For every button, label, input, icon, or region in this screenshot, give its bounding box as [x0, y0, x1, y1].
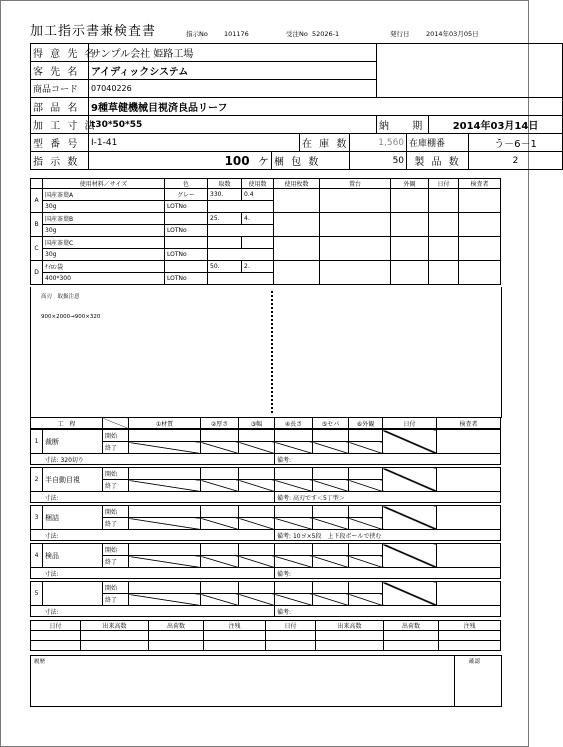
- inspector-header: 検査者: [459, 179, 501, 189]
- instruction-no: 101176: [224, 30, 249, 38]
- process-check-cell[interactable]: [313, 556, 349, 568]
- process-size-label: 寸法:: [44, 532, 59, 540]
- history-box: [30, 655, 502, 707]
- process-check-cell[interactable]: [129, 480, 201, 492]
- process-start-label: 開始: [103, 506, 129, 518]
- document-title: 加工指示書兼検査書: [30, 24, 157, 39]
- summary-date-header-1: 日付: [31, 621, 81, 631]
- process-check-cell[interactable]: [201, 518, 239, 530]
- process-inspector-header: 検査者: [437, 418, 501, 429]
- process-check-cell[interactable]: [275, 594, 313, 606]
- process-remark-label: 備考:: [277, 456, 292, 464]
- issue-date-label: 発行日: [390, 30, 410, 38]
- process-remark-label: 備考:: [277, 494, 292, 502]
- process-check-cell[interactable]: [239, 556, 275, 568]
- client-label: 客 先 名: [31, 62, 89, 80]
- process-name: 梱詰: [43, 506, 103, 530]
- order-no-label: 受注No: [286, 30, 308, 38]
- process-size-label: 寸法:: [44, 608, 59, 616]
- process-name: 半自動目視: [43, 468, 103, 492]
- material-a-size: 30g: [43, 201, 165, 213]
- qty-value: 100: [224, 153, 250, 168]
- process-row: [30, 429, 501, 465]
- summary-backorder-header-2: 注残: [439, 621, 501, 631]
- material-a-use: 0.4: [242, 189, 274, 201]
- info-blank-area: [377, 44, 563, 98]
- qty-label: 指 示 数: [31, 152, 89, 170]
- process-inspector-cell[interactable]: [437, 468, 501, 492]
- process-size-value: 320切り: [60, 456, 84, 464]
- process-check-cell[interactable]: [201, 442, 239, 454]
- process-check-cell[interactable]: [313, 594, 349, 606]
- material-d-take: 50.: [208, 261, 242, 273]
- material-a-name: 国産茶葉A: [43, 189, 165, 201]
- process-check-cell[interactable]: [349, 442, 383, 454]
- material-check-header: ①材質: [129, 418, 201, 429]
- material-b-size: 30g: [43, 225, 165, 237]
- process-remark-label: 備考:: [277, 608, 292, 616]
- process-check-cell[interactable]: [275, 556, 313, 568]
- process-check-cell[interactable]: [349, 556, 383, 568]
- dims-value: t30*50*55: [89, 116, 377, 134]
- take-header: 取数: [208, 179, 242, 189]
- process-no: 4: [31, 544, 43, 568]
- process-check-cell[interactable]: [239, 442, 275, 454]
- process-row: [30, 467, 501, 503]
- appearance-header: 外観: [391, 179, 429, 189]
- process-header: 工 程: [31, 418, 103, 429]
- process-row: [30, 543, 501, 579]
- process-inspector-cell[interactable]: [437, 430, 501, 454]
- material-c-name: 国産茶葉C: [43, 237, 165, 249]
- dims-label: 加 工 寸 法: [31, 116, 89, 134]
- process-check-cell[interactable]: [129, 594, 201, 606]
- model-label: 型 番 号: [31, 134, 89, 152]
- confirm-box: [454, 656, 501, 706]
- process-remark-label: 備考:: [277, 570, 292, 578]
- delivery-value: 2014年03月14日: [429, 116, 563, 134]
- process-start-label: 開始: [103, 468, 129, 480]
- process-row: [30, 581, 501, 617]
- summary-output-header-1: 出来高数: [81, 621, 149, 631]
- process-start-label: 開始: [103, 582, 129, 594]
- material-c-use: [242, 237, 274, 249]
- process-date-cell[interactable]: [383, 430, 437, 454]
- process-check-cell[interactable]: [129, 556, 201, 568]
- pack-value: 50: [350, 152, 407, 170]
- info-table: [30, 43, 563, 170]
- history-label: 履歴: [34, 659, 46, 665]
- width-header: ③幅: [239, 418, 275, 429]
- process-name: [43, 582, 103, 606]
- process-no: 2: [31, 468, 43, 492]
- place-header: 置台: [320, 179, 391, 189]
- summary-date-header-2: 日付: [266, 621, 316, 631]
- process-check-cell[interactable]: [129, 518, 201, 530]
- summary-table: [30, 620, 501, 651]
- separator-header: ⑤セパ: [313, 418, 349, 429]
- notes-area: [30, 287, 502, 418]
- part-name-label: 部 品 名: [31, 98, 89, 116]
- part-name-value: 9種草健機械目視済良品リーフ: [89, 98, 563, 116]
- summary-backorder-header-1: 注残: [204, 621, 266, 631]
- process-check-cell[interactable]: [349, 480, 383, 492]
- material-d-use: 2.: [242, 261, 274, 273]
- thickness-header: ②厚さ: [201, 418, 239, 429]
- process-end-label: 終了: [103, 518, 129, 530]
- process-size-label: 寸法:: [44, 494, 59, 502]
- process-check-cell[interactable]: [239, 518, 275, 530]
- process-check-cell[interactable]: [313, 480, 349, 492]
- process-check-cell[interactable]: [275, 518, 313, 530]
- process-check-cell[interactable]: [201, 480, 239, 492]
- notes-line-1: 高刃 取扱注意: [41, 294, 80, 300]
- summary-shipped-header-2: 出荷数: [384, 621, 439, 631]
- use-header: 使用数: [242, 179, 274, 189]
- process-date-cell[interactable]: [383, 506, 437, 530]
- delivery-label: 納 期: [377, 116, 429, 134]
- process-size-label: 寸法:: [44, 570, 59, 578]
- instruction-no-label: 指示No: [186, 30, 208, 38]
- process-check-cell[interactable]: [239, 480, 275, 492]
- material-a-lot-label: LOTNo: [165, 201, 208, 213]
- process-row: [30, 505, 501, 541]
- summary-output-header-2: 出来高数: [316, 621, 384, 631]
- customer-value: サンプル会社 姫路工場: [89, 44, 377, 62]
- material-a-letter: A: [31, 189, 43, 213]
- process-name: 裁断: [43, 430, 103, 454]
- process-no: 3: [31, 506, 43, 530]
- process-name: 検品: [43, 544, 103, 568]
- material-b-lot-label: LOTNo: [165, 225, 208, 237]
- model-value: I-1-41: [89, 134, 300, 152]
- material-d-size: 400*300: [43, 273, 165, 285]
- process-check-cell[interactable]: [129, 442, 201, 454]
- process-end-label: 終了: [103, 480, 129, 492]
- process-end-label: 終了: [103, 442, 129, 454]
- process-header-diagonal: [103, 418, 129, 429]
- material-b-take: 25.: [208, 213, 242, 225]
- process-check-cell[interactable]: [349, 518, 383, 530]
- process-check-cell[interactable]: [201, 556, 239, 568]
- process-no: 1: [31, 430, 43, 454]
- material-a-color: グレー: [165, 189, 208, 201]
- stock-value: 1,560: [350, 134, 407, 152]
- process-inspector-cell[interactable]: [437, 506, 501, 530]
- material-d-color: [165, 261, 208, 273]
- material-c-lot-label: LOTNo: [165, 249, 208, 261]
- process-remark-label: 備考:: [277, 532, 292, 540]
- date-header: 日付: [429, 179, 459, 189]
- material-a-take: 330.: [208, 189, 242, 201]
- products-value: 2: [469, 152, 563, 170]
- client-value: アイディックシステム: [89, 62, 377, 80]
- material-d-letter: D: [31, 261, 43, 285]
- process-table: [30, 417, 501, 429]
- process-start-label: 開始: [103, 544, 129, 556]
- process-remark-value: 10ヨ×5段 上下段ボールで挟む: [292, 532, 382, 540]
- process-date-cell[interactable]: [383, 582, 437, 606]
- material-b-use: 4.: [242, 213, 274, 225]
- material-c-size: 30g: [43, 249, 165, 261]
- product-code-value: 07040226: [89, 80, 377, 98]
- summary-shipped-header-1: 出荷数: [149, 621, 204, 631]
- notes-line-2: 900×2000→900×320: [41, 314, 101, 320]
- material-b-name: 国産茶葉B: [43, 213, 165, 225]
- stock-label: 在 庫 数: [300, 134, 350, 152]
- color-header: 色: [165, 179, 208, 189]
- process-date-cell[interactable]: [383, 468, 437, 492]
- process-date-header: 日付: [383, 418, 437, 429]
- process-check-cell[interactable]: [349, 594, 383, 606]
- pack-label: 梱 包 数: [272, 152, 350, 170]
- confirm-label: 確認: [469, 659, 481, 665]
- issue-date: 2014年03月05日: [426, 30, 479, 38]
- material-d-lot-label: LOTNo: [165, 273, 208, 285]
- material-b-color: [165, 213, 208, 225]
- process-check-cell[interactable]: [239, 594, 275, 606]
- products-label: 製 品 数: [407, 152, 469, 170]
- product-code-label: 商品コード: [31, 80, 89, 98]
- customer-label: 得 意 先 名: [31, 44, 89, 62]
- process-end-label: 終了: [103, 594, 129, 606]
- process-remark-value: 高刃です＜5丁型＞: [292, 494, 345, 502]
- shelf-label: 在庫棚番: [407, 134, 469, 152]
- materials-table: [30, 178, 501, 285]
- material-d-name: ﾅｲﾛﾝ袋: [43, 261, 165, 273]
- material-c-take: [208, 237, 242, 249]
- process-check-cell[interactable]: [275, 442, 313, 454]
- order-no: 52026-1: [312, 30, 340, 38]
- shelf-value: う－6－1: [469, 134, 563, 152]
- appearance-check-header: ⑥外観: [349, 418, 383, 429]
- process-inspector-cell[interactable]: [437, 582, 501, 606]
- material-header: 使用材料／サイズ: [43, 179, 165, 189]
- process-check-cell[interactable]: [201, 594, 239, 606]
- process-size-label: 寸法:: [44, 456, 59, 464]
- process-check-cell[interactable]: [313, 442, 349, 454]
- length-header: ④長さ: [275, 418, 313, 429]
- material-b-letter: B: [31, 213, 43, 237]
- process-no: 5: [31, 582, 43, 606]
- process-check-cell[interactable]: [275, 480, 313, 492]
- process-check-cell[interactable]: [313, 518, 349, 530]
- material-c-letter: C: [31, 237, 43, 261]
- sheets-header: 使用枚数: [274, 179, 320, 189]
- process-end-label: 終了: [103, 556, 129, 568]
- notes-divider: [271, 291, 273, 413]
- process-date-cell[interactable]: [383, 544, 437, 568]
- qty-unit: ケ: [258, 154, 269, 168]
- process-start-label: 開始: [103, 430, 129, 442]
- process-inspector-cell[interactable]: [437, 544, 501, 568]
- material-c-color: [165, 237, 208, 249]
